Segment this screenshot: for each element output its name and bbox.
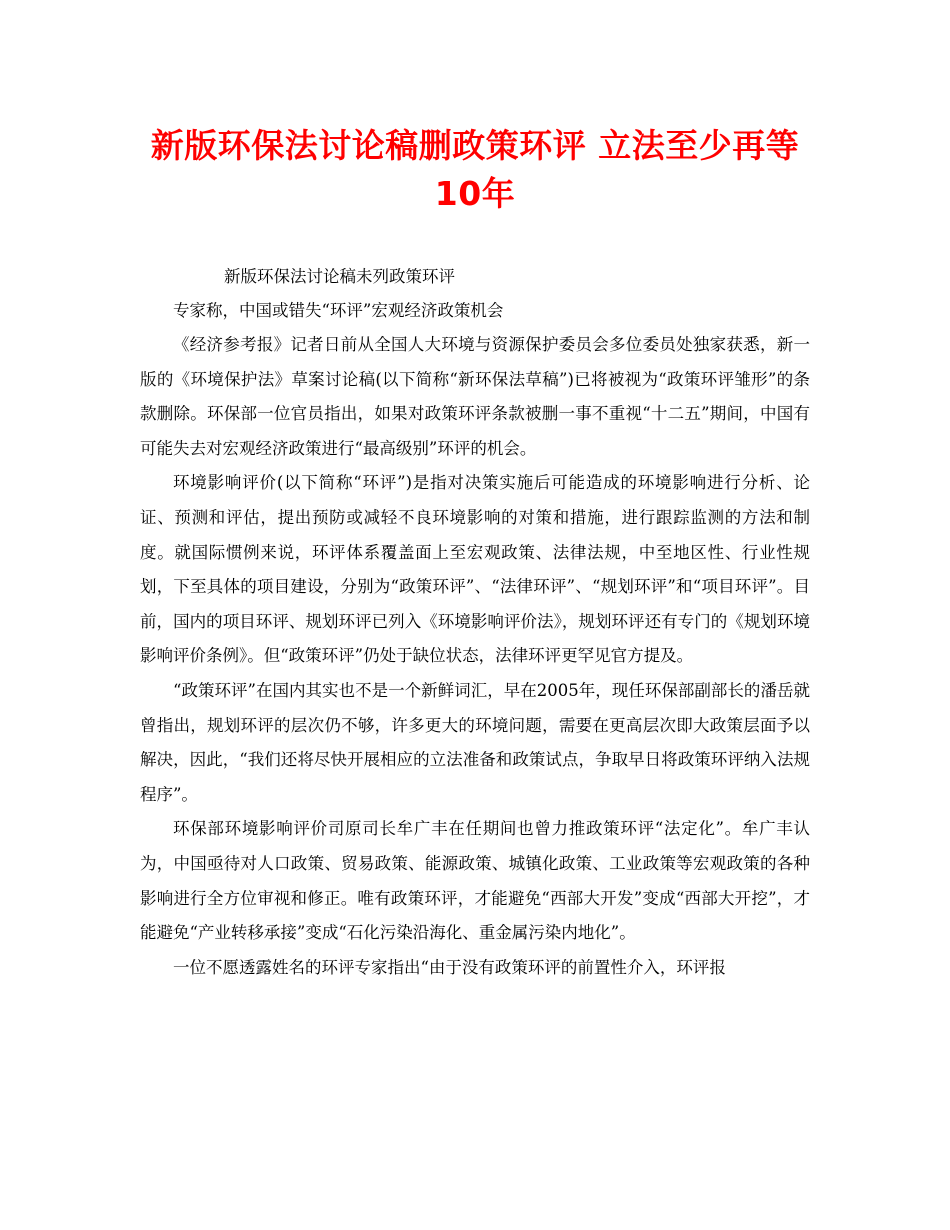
document-title [140,122,810,218]
paragraph: 环境影响评价(以下简称“环评”)是指对决策实施后可能造成的环境影响进行分析、论证、预测和评估，提出预防或减轻不良环境影响的对策和措施，进行跟踪监测的方法和制度。就国际惯例来说，环评体系覆盖面上至宏观政策、法律法规，中至地区性、行业性规划，下至具体的项目建设，分别为“政策环评”、“法律环评”、“规划环评”和“项目环评”。目前，国内的项目环评、规划环评已列入《环境影响评价法》，规划环评还有专门的《规划环境影响评价条例》。但“政策环评”仍处于缺位状态，法律环评更罕见官方提及。 [140,473,810,666]
title-line-2: 10年 [434,174,516,213]
subtitle: 新版环保法讨论稿未列政策环评 [224,267,455,286]
title-line-1: 新版环保法讨论稿删政策环评 立法至少再等 [150,126,800,165]
paragraph: 《经济参考报》记者日前从全国人大环境与资源保护委员会多位委员处独家获悉，新一版的《环境保护法》草案讨论稿(以下简称“新环保法草稿”)已将被视为“政策环评雏形”的条款删除。环保部一位官员指出，如果对政策环评条款被删一事不重视“十二五”期间，中国有可能失去对宏观经济政策进行“最高级别”环评的机会。 [140,335,810,458]
intro-line: 专家称，中国或错失“环评”宏观经济政策机会 [173,301,504,320]
paragraph: 环保部环境影响评价司原司长牟广丰在任期间也曾力推政策环评“法定化”。牟广丰认为，中国亟待对人口政策、贸易政策、能源政策、城镇化政策、工业政策等宏观政策的各种影响进行全方位审视和修正。唯有政策环评，才能避免“西部大开发”变成“西部大开挖”，才能避免“产业转移承接”变成“石化污染沿海化、重金属污染内地化”。 [140,819,810,943]
paragraph: 一位不愿透露姓名的环评专家指出“由于没有政策环评的前置性介入，环评报 [173,957,726,977]
paragraph: “政策环评”在国内其实也不是一个新鲜词汇，早在2005年，现任环保部副部长的潘岳就曾指出，规划环评的层次仍不够，许多更大的环境问题，需要在更高层次即大政策层面予以解决，因此，“我们还将尽快开展相应的立法准备和政策试点，争取早日将政策环评纳入法规程序”。 [140,680,810,804]
